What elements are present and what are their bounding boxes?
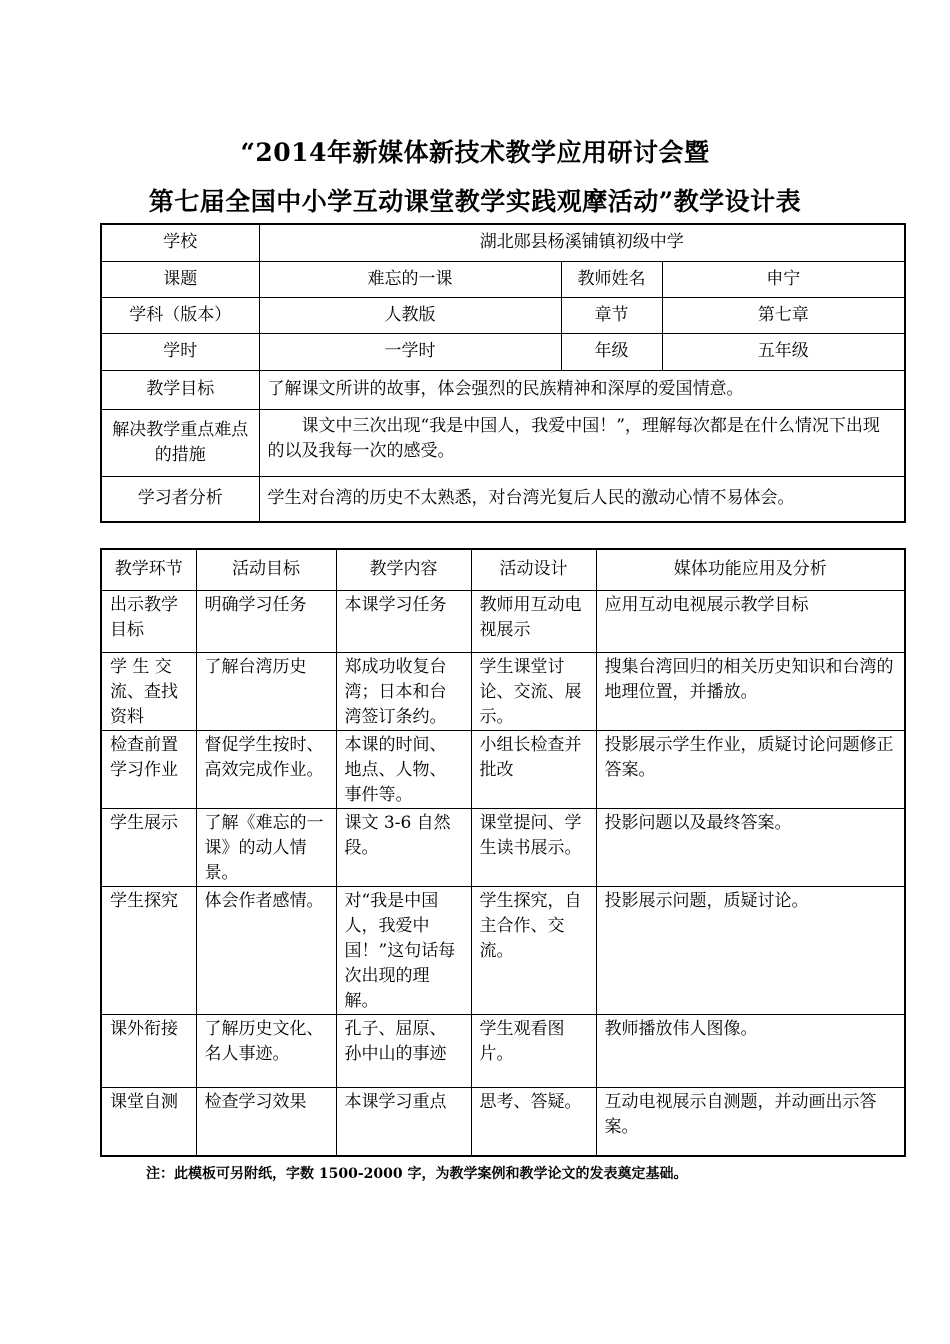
- table-cell: 检查学习效果: [196, 1087, 336, 1156]
- table-row: [101, 652, 905, 730]
- table-cell: 本课学习任务: [336, 590, 471, 652]
- measure-value: 课文中三次出现“我是中国人，我爱中国！”，理解每次都是在什么情况下出现的以及我每一次的感受。: [259, 409, 905, 476]
- table-cell: 体会作者感情。: [196, 886, 336, 1014]
- topic-value: 难忘的一课: [259, 261, 561, 297]
- subject-label: 学科（版本）: [101, 297, 259, 333]
- table-cell: 投影问题以及最终答案。: [596, 808, 905, 886]
- table-cell: 搜集台湾回归的相关历史知识和台湾的地理位置，并播放。: [596, 652, 905, 730]
- table-cell: 应用互动电视展示教学目标: [596, 590, 905, 652]
- header-cell: 活动设计: [471, 549, 596, 590]
- table-cell: 了解台湾历史: [196, 652, 336, 730]
- table-row: [101, 808, 905, 886]
- table-cell: 学生观看图片。: [471, 1014, 596, 1087]
- info-row-measure: [101, 409, 905, 476]
- info-row-topic: [101, 261, 905, 297]
- learner-label: 学习者分析: [101, 476, 259, 522]
- table-cell: 本课学习重点: [336, 1087, 471, 1156]
- chapter-label: 章节: [561, 297, 662, 333]
- info-table: [100, 223, 906, 523]
- topic-label: 课题: [101, 261, 259, 297]
- table-cell: 孔子、屈原、孙中山的事迹: [336, 1014, 471, 1087]
- table-cell: 学生展示: [101, 808, 196, 886]
- table-cell: 投影展示问题，质疑讨论。: [596, 886, 905, 1014]
- hours-value: 一学时: [259, 333, 561, 370]
- info-row-subject: [101, 297, 905, 333]
- footnote: 注：此模板可另附纸，字数 1500-2000 字，为教学案例和教学论文的发表奠定基础。: [146, 1166, 688, 1182]
- header-cell: 媒体功能应用及分析: [596, 549, 905, 590]
- table-cell: 本课的时间、地点、人物、事件等。: [336, 730, 471, 808]
- header-cell: 教学环节: [101, 549, 196, 590]
- table-cell: 对“我是中国人，我爱中国！”这句话每次出现的理解。: [336, 886, 471, 1014]
- table-cell: 了解历史文化、名人事迹。: [196, 1014, 336, 1087]
- table-cell: 明确学习任务: [196, 590, 336, 652]
- table-row: [101, 730, 905, 808]
- teaching-steps-table: [100, 548, 906, 1157]
- table-cell: 督促学生按时、高效完成作业。: [196, 730, 336, 808]
- school-label: 学校: [101, 224, 259, 261]
- header-cell: 活动目标: [196, 549, 336, 590]
- table-cell: 课外衔接: [101, 1014, 196, 1087]
- goal-label: 教学目标: [101, 370, 259, 409]
- measure-label: 解决教学重点难点的措施: [101, 409, 259, 476]
- hours-label: 学时: [101, 333, 259, 370]
- grade-label: 年级: [561, 333, 662, 370]
- table-row: [101, 886, 905, 1014]
- learner-value: 学生对台湾的历史不太熟悉，对台湾光复后人民的激动心情不易体会。: [259, 476, 905, 522]
- info-row-learner: [101, 476, 905, 522]
- goal-value: 了解课文所讲的故事，体会强烈的民族精神和深厚的爱国情意。: [259, 370, 905, 409]
- table-cell: 课堂自测: [101, 1087, 196, 1156]
- teacher-label: 教师姓名: [561, 261, 662, 297]
- teacher-value: 申宁: [662, 261, 905, 297]
- table-cell: 学生课堂讨论、交流、展示。: [471, 652, 596, 730]
- table-cell: 检查前置学习作业: [101, 730, 196, 808]
- table-row: [101, 1087, 905, 1156]
- table-cell: 课文 3-6 自然段。: [336, 808, 471, 886]
- table-cell: 思考、答疑。: [471, 1087, 596, 1156]
- chapter-value: 第七章: [662, 297, 905, 333]
- table-cell: 了解《难忘的一课》的动人情景。: [196, 808, 336, 886]
- table-row: [101, 590, 905, 652]
- grade-value: 五年级: [662, 333, 905, 370]
- table-cell: 教师用互动电视展示: [471, 590, 596, 652]
- header-cell: 教学内容: [336, 549, 471, 590]
- table-row: [101, 1014, 905, 1087]
- school-value: 湖北郧县杨溪铺镇初级中学: [259, 224, 905, 261]
- info-row-school: [101, 224, 905, 261]
- subject-value: 人教版: [259, 297, 561, 333]
- table-cell: 郑成功收复台湾；日本和台湾签订条约。: [336, 652, 471, 730]
- table-cell: 课堂提问、学生读书展示。: [471, 808, 596, 886]
- table-cell: 互动电视展示自测题，并动画出示答案。: [596, 1087, 905, 1156]
- info-row-goal: [101, 370, 905, 409]
- table-cell: 学生探究，自主合作、交流。: [471, 886, 596, 1014]
- info-row-hours: [101, 333, 905, 370]
- table-cell: 教师播放伟人图像。: [596, 1014, 905, 1087]
- table-cell: 学 生 交流、查找资料: [101, 652, 196, 730]
- table-cell: 投影展示学生作业，质疑讨论问题修正答案。: [596, 730, 905, 808]
- page-title-line-2: 第七届全国中小学互动课堂教学实践观摩活动”教学设计表: [148, 187, 802, 216]
- steps-header-row: [101, 549, 905, 590]
- page-title-line-1: “2014年新媒体新技术教学应用研讨会暨: [240, 138, 710, 167]
- table-cell: 学生探究: [101, 886, 196, 1014]
- table-cell: 小组长检查并批改: [471, 730, 596, 808]
- table-cell: 出示教学目标: [101, 590, 196, 652]
